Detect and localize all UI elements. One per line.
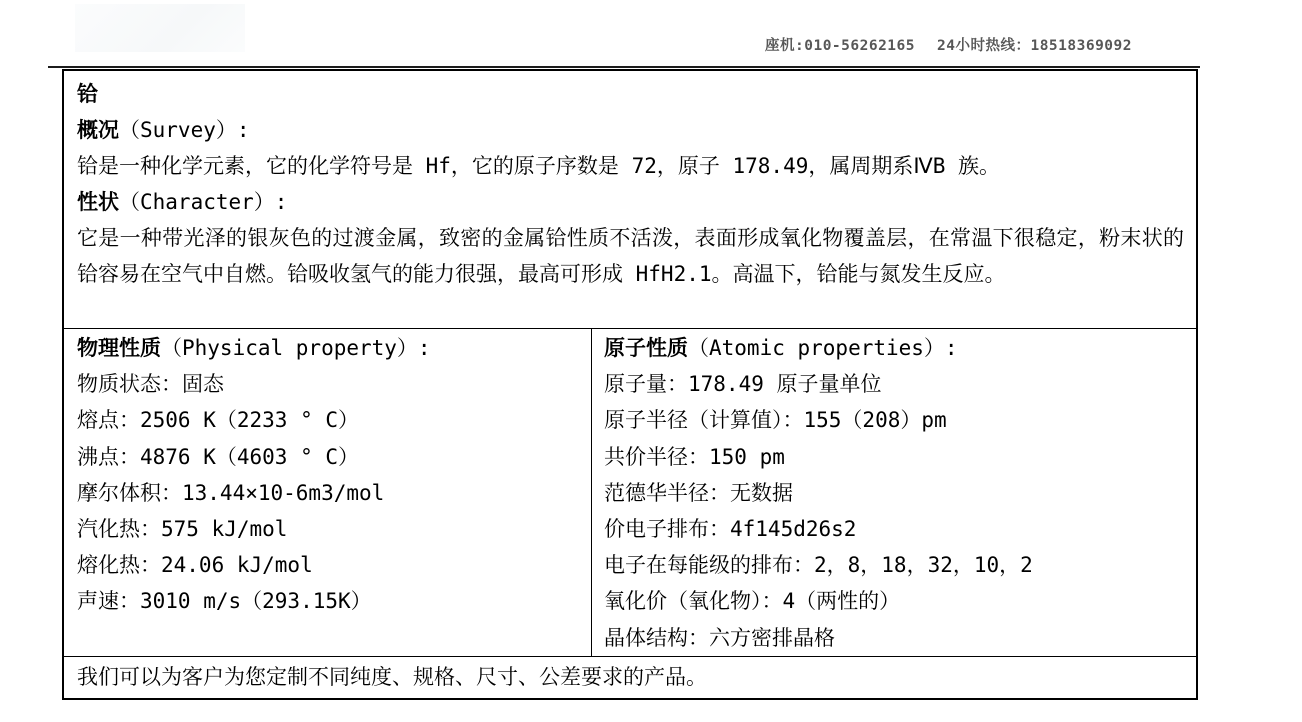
physical-heading-zh: 物理性质	[77, 336, 161, 360]
atomic-row: 范德华半径：无数据	[604, 480, 793, 505]
properties-columns	[64, 329, 1196, 657]
custom-order-note-row	[64, 657, 1196, 698]
physical-row: 摩尔体积：13.44×10-6m3/mol	[77, 480, 385, 505]
survey-heading	[77, 112, 1184, 148]
character-text: 它是一种带光泽的银灰色的过渡金属，致密的金属铪性质不活泼，表面形成氧化物覆盖层，在常温下很稳定，粉末状的铪容易在空气中自燃。铪吸收氢气的能力很强，最高可形成 HfH2.1。高温下，铪能与氮发生反应。	[77, 226, 1184, 286]
physical-heading-en: （Physical property）:	[161, 336, 431, 360]
faded-logo-image	[75, 4, 245, 52]
atomic-row: 晶体结构：六方密排晶格	[604, 625, 835, 650]
character-heading-zh: 性状	[77, 190, 119, 214]
character-heading	[77, 184, 1184, 220]
survey-text: 铪是一种化学元素，它的化学符号是 Hf，它的原子序数是 72，原子 178.49，属周期系ⅣB 族。	[77, 154, 1001, 178]
physical-heading	[77, 330, 581, 366]
character-heading-en: （Character）:	[119, 190, 288, 214]
atomic-row: 价电子排布：4f145d26s2	[604, 517, 857, 542]
physical-row: 熔点：2506 K（2233 ° C）	[77, 408, 360, 433]
survey-heading-en: （Survey）:	[119, 118, 250, 142]
atomic-row: 氧化价（氧化物）：4（两性的）	[604, 589, 901, 614]
physical-properties-cell	[64, 329, 592, 656]
element-info-table	[62, 69, 1198, 700]
atomic-row: 原子量：178.49 原子量单位	[604, 372, 882, 397]
physical-row: 汽化热：575 kJ/mol	[77, 517, 288, 542]
physical-row: 物质状态：固态	[77, 372, 224, 397]
physical-row: 熔化热：24.06 kJ/mol	[77, 553, 313, 578]
header-contact	[765, 34, 1132, 55]
physical-row: 沸点：4876 K（4603 ° C）	[77, 444, 360, 469]
atomic-heading-en: （Atomic properties）:	[688, 336, 958, 360]
atomic-row: 电子在每能级的排布：2，8，18，32，10，2	[604, 553, 1033, 578]
hotline-number: 24小时热线：18518369092	[937, 38, 1132, 54]
atomic-heading	[604, 330, 1186, 366]
header-divider	[48, 66, 1200, 68]
physical-row: 声速：3010 m/s（293.15K）	[77, 589, 372, 614]
landline-number: 座机:010-56262165	[765, 38, 915, 54]
atomic-row: 原子半径（计算值）：155（208）pm	[604, 408, 947, 433]
atomic-properties-cell	[592, 329, 1196, 656]
atomic-heading-zh: 原子性质	[604, 336, 688, 360]
overview-section	[64, 71, 1196, 329]
element-title: 铪	[77, 82, 98, 106]
survey-heading-zh: 概况	[77, 118, 119, 142]
atomic-row: 共价半径：150 pm	[604, 444, 785, 469]
custom-order-note: 我们可以为客户为您定制不同纯度、规格、尺寸、公差要求的产品。	[77, 665, 707, 690]
